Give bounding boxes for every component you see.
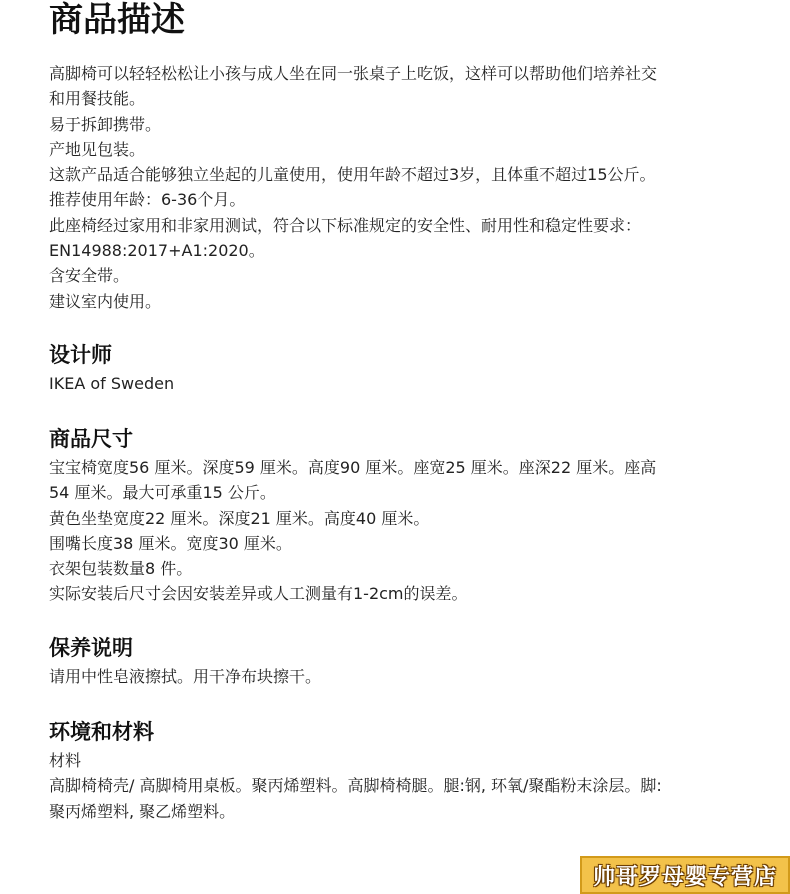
dimensions-section <box>49 425 749 607</box>
page-title: 商品描述 <box>49 0 185 40</box>
care-heading: 保养说明 <box>49 636 133 660</box>
materials-line: 高脚椅椅壳/ 高脚椅用桌板。聚丙烯塑料。高脚椅椅腿。腿:钢, 环氧/聚酯粉末涂层。脚: <box>49 776 662 796</box>
description-line: 高脚椅可以轻轻松松让小孩与成人坐在同一张桌子上吃饭，这样可以帮助他们培养社交 <box>49 64 658 83</box>
description-line: 建议室内使用。 <box>49 291 162 311</box>
designer-section <box>49 341 749 396</box>
materials-line: 材料 <box>49 751 82 770</box>
materials-line: 聚丙烯塑料, 聚乙烯塑料。 <box>49 801 236 821</box>
description-line: 易于拆卸携带。 <box>49 114 162 134</box>
dimensions-line: 54 厘米。最大可承重15 公斤。 <box>49 483 276 503</box>
description-line: 这款产品适合能够独立坐起的儿童使用，使用年龄不超过3岁，且体重不超过15公斤。 <box>49 165 656 185</box>
dimensions-line: 围嘴长度38 厘米。宽度30 厘米。 <box>49 533 292 553</box>
description-line: 产地见包装。 <box>49 139 146 159</box>
description-line: 此座椅经过家用和非家用测试，符合以下标准规定的安全性、耐用性和稳定性要求： <box>49 215 642 235</box>
care-section <box>49 634 749 689</box>
dimensions-line: 宝宝椅宽度56 厘米。深度59 厘米。高度90 厘米。座宽25 厘米。座深22 厘米。座高 <box>49 458 657 477</box>
description-section <box>49 61 749 314</box>
dimensions-line: 黄色坐垫宽度22 厘米。深度21 厘米。高度40 厘米。 <box>49 508 430 528</box>
description-line: 推荐使用年龄：6-36个月。 <box>49 190 246 210</box>
materials-heading: 环境和材料 <box>49 720 154 744</box>
designer-name: IKEA of Sweden <box>49 374 175 393</box>
dimensions-heading: 商品尺寸 <box>49 427 133 451</box>
dimensions-line: 实际安装后尺寸会因安装差异或人工测量有1-2cm的误差。 <box>49 584 468 604</box>
store-badge <box>580 856 790 894</box>
designer-heading: 设计师 <box>49 343 112 367</box>
materials-section <box>49 718 749 824</box>
dimensions-line: 衣架包装数量8 件。 <box>49 559 193 579</box>
description-line: EN14988:2017+A1:2020。 <box>49 241 265 261</box>
store-badge-text: 帅哥罗母婴专营店 <box>592 864 777 890</box>
description-line: 含安全带。 <box>49 266 130 286</box>
care-text: 请用中性皂液擦拭。用干净布块擦干。 <box>49 667 322 686</box>
description-line: 和用餐技能。 <box>49 89 146 109</box>
